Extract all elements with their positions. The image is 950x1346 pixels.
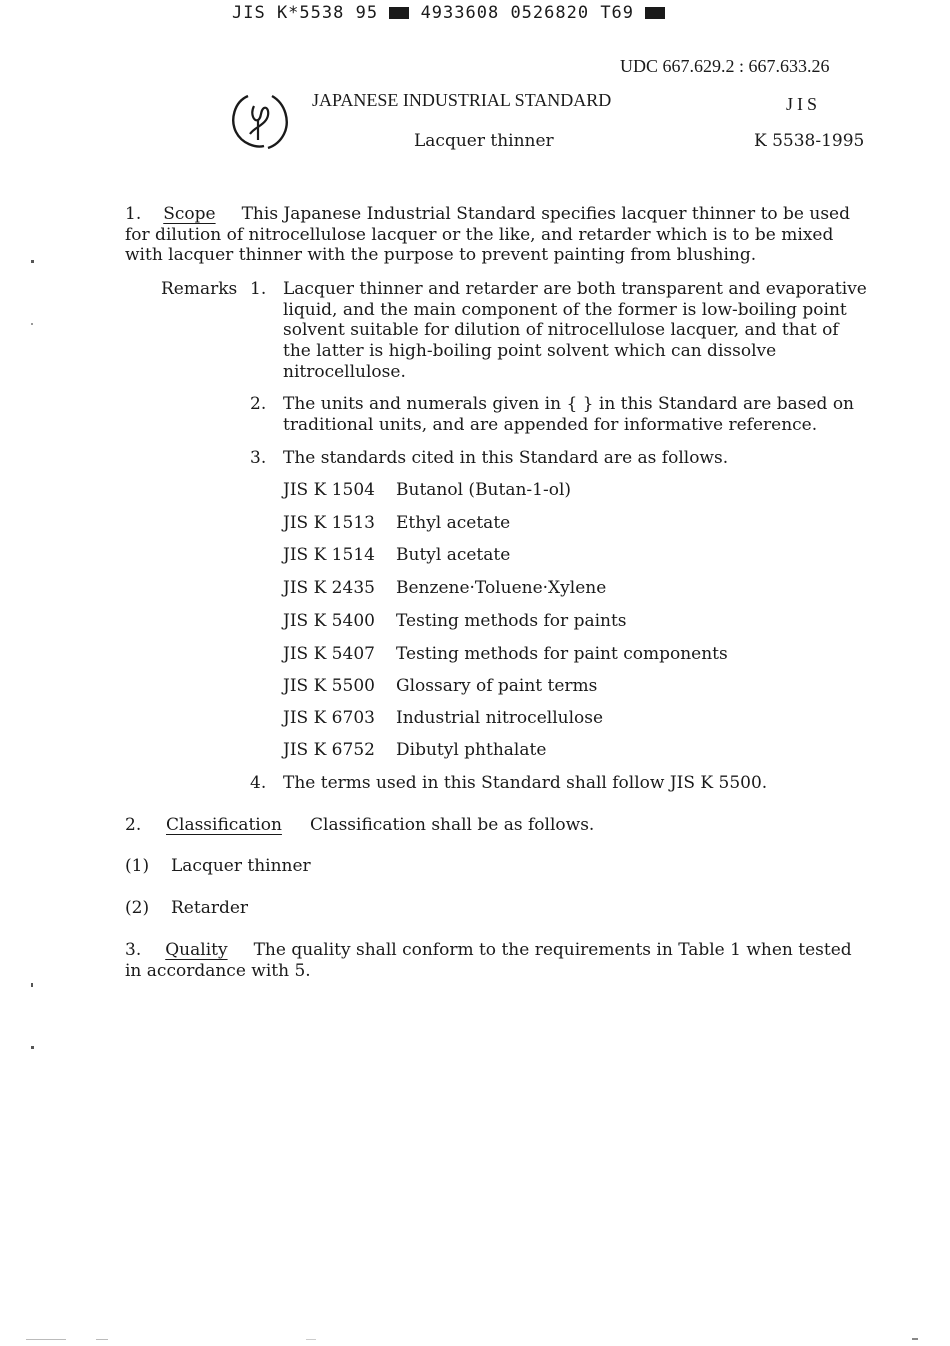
cited-standard-name: Dibutyl phthalate [396,740,547,760]
classification-item-number: (1) [125,856,150,876]
scan-code-part2: 4933608 0526820 T69 [420,3,635,23]
standard-body-title: JAPANESE INDUSTRIAL STANDARD [312,90,612,110]
redaction-block-icon [645,7,665,19]
section-number: 1. [125,204,142,224]
section-text: This Japanese Industrial Standard specifies lacquer thinner to be used for dilution of nitrocellulose lacquer or the like, and retarder which is to be mixed with lacquer thinner with the purpose to prevent painting from blushing. [125,204,850,266]
cited-standard-name: Industrial nitrocellulose [396,708,604,728]
section-number: 2. [125,815,142,835]
scan-edge-line [96,1339,108,1340]
document-number: K 5538-1995 [754,131,865,151]
scan-speck [31,260,34,263]
scan-speck [31,323,33,325]
remarks-label: Remarks [161,279,238,299]
section-title: Quality [165,940,228,960]
udc-number: UDC 667.629.2 : 667.633.26 [620,56,830,76]
scan-edge-line [912,1338,918,1340]
cited-standard-name: Testing methods for paints [396,611,627,631]
cited-standard-code: JIS K 6752 [283,740,375,760]
classification-item-label: Lacquer thinner [171,856,311,876]
cited-standard-name: Butanol (Butan-1-ol) [396,480,572,500]
remark-text: The units and numerals given in { } in this Standard are based on traditional units, and are appended for informative reference. [283,394,855,435]
cited-standard-code: JIS K 1514 [283,545,375,565]
cited-standard-code: JIS K 1513 [283,513,375,533]
section-quality [125,940,870,981]
cited-standard-code: JIS K 6703 [283,708,375,728]
remark-text: The standards cited in this Standard are as follows. [283,448,729,468]
section-title: Classification [166,815,282,835]
section-text: Classification shall be as follows. [310,815,595,835]
remark-number: 4. [250,773,267,793]
scan-code-part1: JIS K*5538 95 [232,3,379,23]
cited-standard-name: Glossary of paint terms [396,676,598,696]
section-title: Scope [163,204,216,224]
classification-item-number: (2) [125,898,150,918]
section-text: The quality shall conform to the requirements in Table 1 when tested in accordance with 5. [125,940,852,981]
classification-item-label: Retarder [171,898,249,918]
scan-speck [31,1046,34,1049]
document-title: Lacquer thinner [414,131,554,151]
cited-standard-name: Testing methods for paint components [396,644,728,664]
cited-standard-code: JIS K 2435 [283,578,375,598]
section-scope [125,204,870,266]
cited-standard-name: Butyl acetate [396,545,511,565]
scan-edge-line [26,1339,66,1340]
redaction-block-icon [389,7,409,19]
cited-standard-code: JIS K 5400 [283,611,375,631]
scan-edge-line [306,1339,316,1340]
remark-number: 3. [250,448,267,468]
jis-mark: JIS [786,94,822,114]
scan-speck [31,983,33,987]
remark-text: Lacquer thinner and retarder are both transparent and evaporative liquid, and the main component of the former is low-boiling point solvent suitable for dilution of nitrocellulose lacquer, and that of the latter is high-boiling point solvent which can dissolve nitrocellulose. [283,279,867,382]
remark-number: 1. [250,279,267,299]
cited-standard-name: Ethyl acetate [396,513,511,533]
cited-standard-code: JIS K 5407 [283,644,375,664]
section-number: 3. [125,940,142,960]
remark-text: The terms used in this Standard shall follow JIS K 5500. [283,773,768,793]
cited-standard-code: JIS K 5500 [283,676,375,696]
cited-standard-code: JIS K 1504 [283,480,375,500]
cited-standard-name: Benzene·Toluene·Xylene [396,578,607,598]
scan-header-code [232,3,665,23]
jis-logo-icon [228,88,292,152]
remark-number: 2. [250,394,267,414]
